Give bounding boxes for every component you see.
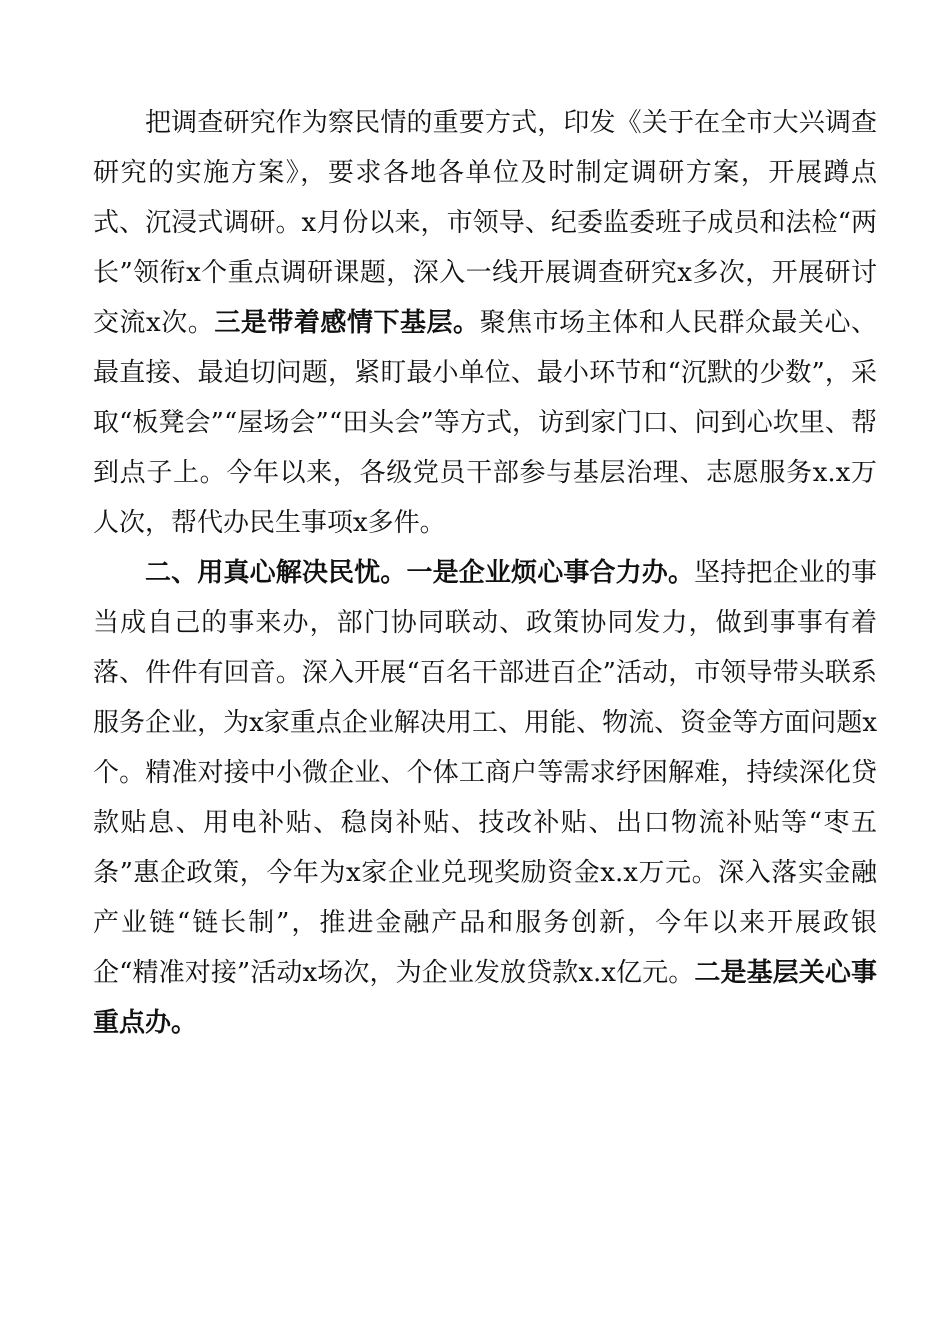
paragraph-text: 聚焦市场主体和人民群众最关心、最直接、最迫切问题，紧盯最小单位、最小环节和“沉默的少数”，采取“板凳会”“屋场会”“田头会”等方式，访到家门口、问到心坎里、帮到点子上。今年以来，各级党员干部参与基层治理、志愿服务x.x万人次，帮代办民生事项x多件。 xyxy=(93,308,877,538)
paragraph-research xyxy=(93,98,877,548)
document-body xyxy=(93,98,877,1048)
paragraph-text: 坚持把企业的事当成自己的事来办，部门协同联动、政策协同发力，做到事事有着落、件件有回音。深入开展“百名干部进百企”活动，市领导带头联系服务企业，为x家重点企业解决用工、用能、物流、资金等方面问题x个。精准对接中小微企业、个体工商户等需求纾困解难，持续深化贷款贴息、用电补贴、稳岗补贴、技改补贴、出口物流补贴等“枣五条”惠企政策，今年为x家企业兑现奖励资金x.x万元。深入落实金融产业链“链长制”，推进金融产品和服务创新，今年以来开展政银企“精准对接”活动x场次，为企业发放贷款x.x亿元。 xyxy=(93,558,877,988)
heading-solve-concerns: 二、用真心解决民忧。一是企业烦心事合力办。 xyxy=(145,558,695,588)
paragraph-solve-concerns xyxy=(93,548,877,1048)
heading-grassroots-with-emotion: 三是带着感情下基层。 xyxy=(214,308,480,338)
paragraph-text: 把调查研究作为察民情的重要方式，印发《关于在全市大兴调查研究的实施方案》，要求各地各单位及时制定调研方案，开展蹲点式、沉浸式调研。x月份以来，市领导、纪委监委班子成员和法检“两长”领衔x个重点调研课题，深入一线开展调查研究x多次，开展研讨交流x次。 xyxy=(93,108,877,338)
heading-grassroots-focus: 二是基层关心事重点办。 xyxy=(93,958,877,1038)
